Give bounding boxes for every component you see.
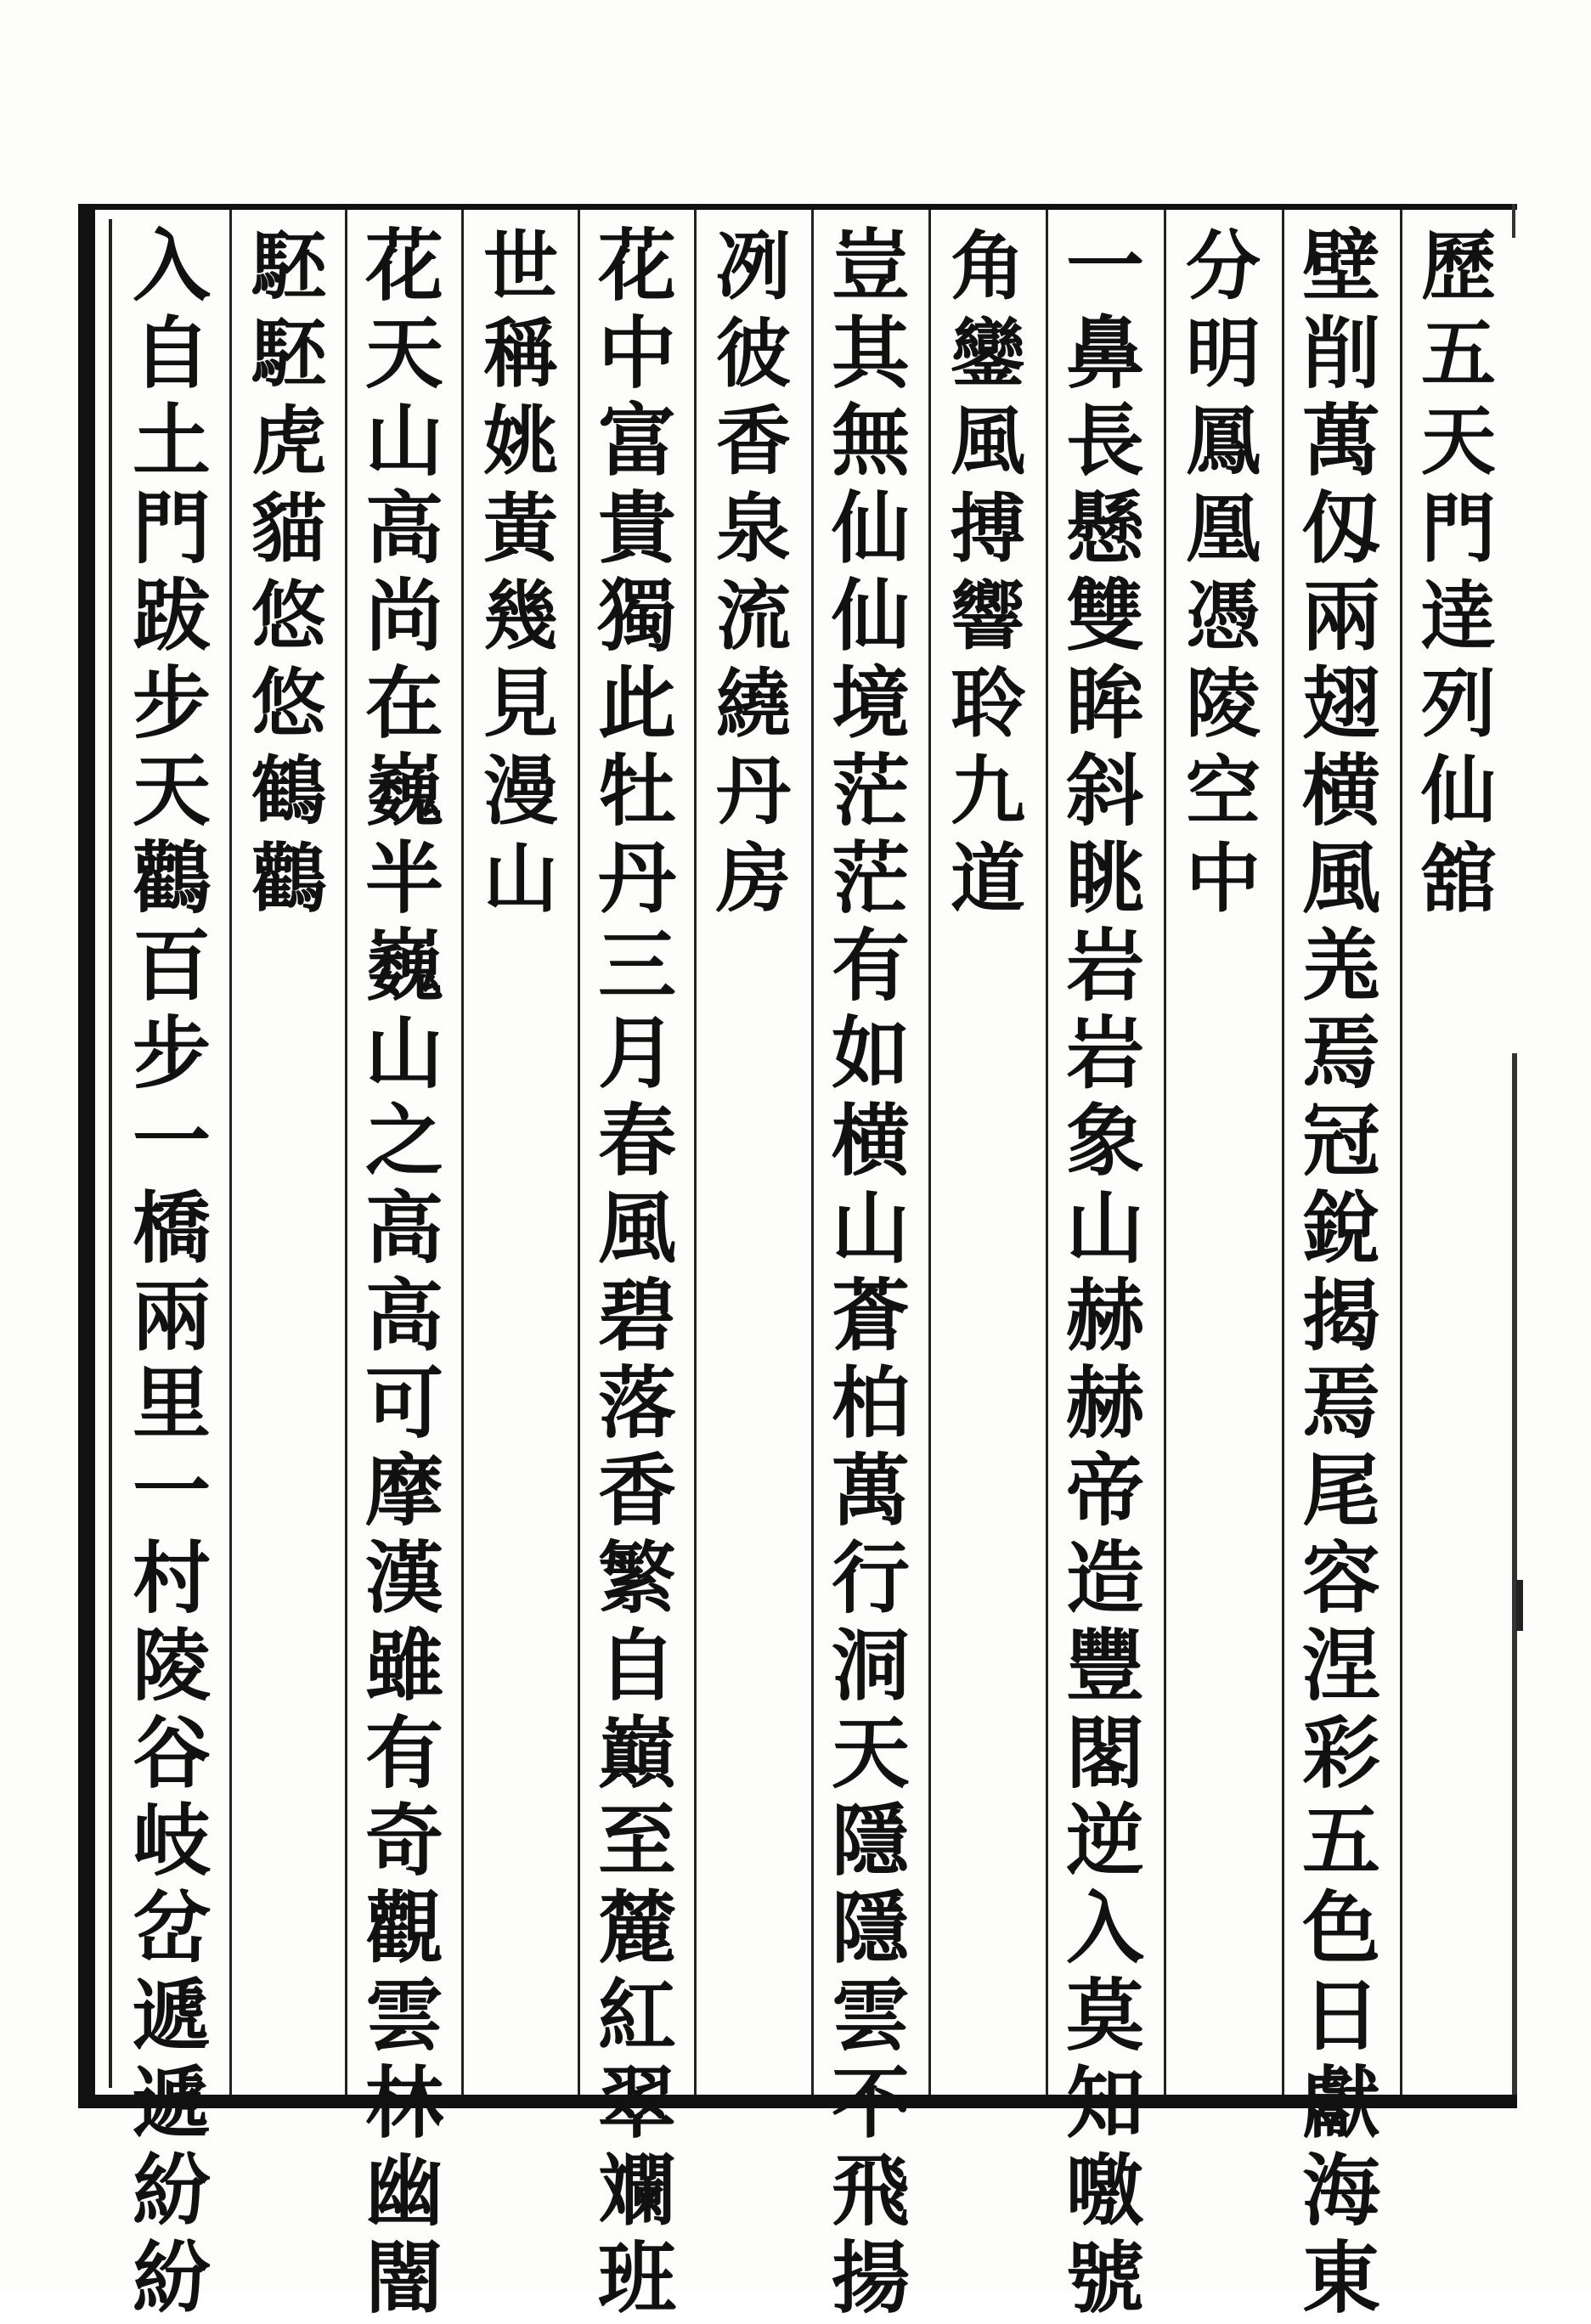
character: 横 (1301, 745, 1380, 837)
character: 仭 (1301, 482, 1380, 574)
character: 漫 (482, 747, 558, 835)
character: 九 (950, 747, 1025, 835)
character: 半 (364, 832, 443, 924)
border-right (1512, 1053, 1517, 2095)
ink-mark (1516, 1580, 1523, 1631)
character: 造 (1065, 1532, 1144, 1624)
character: 之 (364, 1095, 443, 1187)
character: 揭 (1301, 1270, 1380, 1362)
character: 無 (831, 395, 910, 487)
character: 斜 (1065, 745, 1144, 837)
character: 入 (132, 220, 211, 312)
character: 橋 (132, 1182, 211, 1274)
character: 丹 (715, 747, 791, 835)
character: 象 (1065, 1095, 1144, 1187)
character: 自 (597, 1620, 676, 1712)
character: 削 (1301, 307, 1380, 399)
character: 角 (950, 222, 1025, 310)
character: 噭 (1065, 2145, 1144, 2237)
character: 不 (831, 2057, 910, 2149)
text-column-1 (1402, 223, 1515, 922)
character: 搏 (950, 484, 1025, 573)
character: 泉 (715, 484, 791, 573)
character: 如 (831, 1007, 910, 1099)
character: 見 (482, 659, 558, 747)
character: 鸛 (132, 832, 211, 924)
character: 巍 (364, 745, 443, 837)
character: 岩 (1065, 920, 1144, 1012)
character: 獻 (1301, 2057, 1380, 2149)
character: 尾 (1301, 1445, 1380, 1537)
column-rule (578, 210, 580, 2095)
character: 觀 (364, 1882, 443, 1974)
character: 步 (132, 1007, 211, 1099)
text-column-5 (932, 223, 1044, 922)
character: 兩 (132, 1270, 211, 1362)
character: 五 (1420, 309, 1496, 398)
character: 巍 (364, 920, 443, 1012)
character: 摩 (364, 1445, 443, 1537)
character: 班 (597, 2232, 676, 2324)
character: 悠 (251, 659, 326, 747)
character: 天 (132, 745, 211, 837)
character: 繞 (715, 659, 791, 747)
character: 境 (831, 657, 910, 749)
character: 陵 (132, 1620, 211, 1712)
character: 林 (364, 2057, 443, 2149)
character: 雲 (364, 1970, 443, 2062)
column-rule (694, 210, 697, 2095)
character: 高 (364, 482, 443, 574)
column-rule (811, 210, 814, 2095)
text-column-7 (697, 223, 810, 922)
character: 海 (1301, 2145, 1380, 2237)
character: 逆 (1065, 1795, 1144, 1887)
character: 繁 (597, 1532, 676, 1624)
character: 貓 (251, 484, 326, 573)
character: 柏 (831, 1357, 910, 1449)
character: 鸛 (251, 834, 326, 922)
character: 彼 (715, 309, 791, 398)
text-column-9 (465, 223, 577, 922)
character: 花 (597, 220, 676, 312)
character: 遞 (132, 1970, 211, 2062)
character: 春 (597, 1095, 676, 1187)
character: 一 (132, 1445, 211, 1537)
character: 東 (1301, 2232, 1380, 2324)
character: 冽 (715, 222, 791, 310)
character: 姚 (482, 397, 558, 485)
character: 鼻 (1065, 307, 1144, 399)
text-column-11 (233, 223, 345, 922)
character: 凰 (1185, 484, 1261, 573)
character: 富 (597, 395, 676, 487)
column-rule (1046, 210, 1048, 2095)
character: 天 (831, 1707, 910, 1799)
character: 高 (364, 1182, 443, 1274)
character: 帝 (1065, 1445, 1144, 1537)
character: 焉 (1301, 1357, 1380, 1449)
character: 風 (1301, 832, 1380, 924)
text-column-2 (1285, 220, 1397, 2324)
character: 彩 (1301, 1707, 1380, 1799)
border-left-inner (109, 219, 112, 2088)
character: 鶴 (251, 747, 326, 835)
character: 閣 (1065, 1707, 1144, 1799)
character: 巔 (597, 1707, 676, 1799)
character: 闇 (364, 2232, 443, 2324)
character: 隱 (831, 1882, 910, 1974)
character: 在 (364, 657, 443, 749)
character: 牡 (597, 745, 676, 837)
character: 眸 (1065, 657, 1144, 749)
character: 焉 (1301, 1007, 1380, 1099)
column-rule (1164, 210, 1166, 2095)
character: 山 (1065, 1182, 1144, 1274)
character: 憑 (1185, 572, 1261, 660)
character: 蒼 (831, 1270, 910, 1362)
character: 仙 (831, 482, 910, 574)
character: 紛 (132, 2232, 211, 2324)
character: 風 (597, 1182, 676, 1274)
character: 雙 (1065, 570, 1144, 662)
character: 駓 (251, 222, 326, 310)
character: 知 (1065, 2057, 1144, 2149)
character: 駓 (251, 309, 326, 398)
character: 色 (1301, 1882, 1380, 1974)
character: 土 (132, 395, 211, 487)
character: 陵 (1185, 659, 1261, 747)
character: 谷 (132, 1707, 211, 1799)
character: 落 (597, 1357, 676, 1449)
character: 此 (597, 657, 676, 749)
text-column-10 (348, 220, 460, 2324)
character: 山 (482, 834, 558, 922)
text-column-12 (116, 220, 228, 2324)
character: 香 (715, 397, 791, 485)
character: 步 (132, 657, 211, 749)
character: 丹 (597, 832, 676, 924)
character: 雖 (364, 1620, 443, 1712)
column-rule (345, 210, 347, 2095)
character: 稱 (482, 309, 558, 398)
character: 漢 (364, 1532, 443, 1624)
character: 天 (364, 307, 443, 399)
character: 虎 (251, 397, 326, 485)
border-left (78, 204, 95, 2108)
character: 明 (1185, 309, 1261, 398)
character: 行 (831, 1532, 910, 1624)
column-rule (1282, 210, 1284, 2095)
character: 村 (132, 1532, 211, 1624)
text-column-3 (1167, 223, 1279, 922)
character: 道 (950, 834, 1025, 922)
character: 世 (482, 222, 558, 310)
character: 赫 (1065, 1270, 1144, 1362)
character: 一 (132, 1095, 211, 1187)
character: 山 (831, 1182, 910, 1274)
character: 岔 (132, 1882, 211, 1974)
character: 天 (1420, 397, 1496, 485)
character: 兩 (1301, 570, 1380, 662)
character: 花 (364, 220, 443, 312)
character: 懸 (1065, 482, 1144, 574)
character: 列 (1420, 659, 1496, 747)
character: 分 (1185, 222, 1261, 310)
character: 獨 (597, 570, 676, 662)
character: 眺 (1065, 832, 1144, 924)
character: 有 (364, 1707, 443, 1799)
character: 茫 (831, 745, 910, 837)
character: 豐 (1065, 1620, 1144, 1712)
character: 容 (1301, 1532, 1380, 1624)
character: 里 (132, 1357, 211, 1449)
character: 幾 (482, 572, 558, 660)
character: 碧 (597, 1270, 676, 1362)
character: 流 (715, 572, 791, 660)
text-column-8 (581, 220, 693, 2324)
character: 鑾 (950, 309, 1025, 398)
character: 日 (1301, 1970, 1380, 2062)
character: 翅 (1301, 657, 1380, 749)
character: 洞 (831, 1620, 910, 1712)
character: 中 (1185, 834, 1261, 922)
character: 冠 (1301, 1095, 1380, 1187)
character: 尚 (364, 570, 443, 662)
character: 麓 (597, 1882, 676, 1974)
character: 響 (950, 572, 1025, 660)
character: 一 (1065, 220, 1144, 312)
character: 中 (597, 307, 676, 399)
character: 隱 (831, 1795, 910, 1887)
character: 岩 (1065, 1007, 1144, 1099)
character: 仙 (831, 570, 910, 662)
character: 豈 (831, 220, 910, 312)
character: 鳳 (1185, 397, 1261, 485)
character: 斕 (597, 2145, 676, 2237)
character: 涅 (1301, 1620, 1380, 1712)
character: 高 (364, 1270, 443, 1362)
character: 有 (831, 920, 910, 1012)
character: 月 (597, 1007, 676, 1099)
character: 紛 (132, 2145, 211, 2237)
character: 其 (831, 307, 910, 399)
border-top (90, 204, 1517, 210)
character: 山 (364, 1007, 443, 1099)
character: 三 (597, 920, 676, 1012)
character: 自 (132, 307, 211, 399)
character: 横 (831, 1095, 910, 1187)
character: 茫 (831, 832, 910, 924)
column-rule (928, 210, 931, 2095)
character: 飛 (831, 2145, 910, 2237)
character: 遞 (132, 2057, 211, 2149)
character: 紅 (597, 1970, 676, 2062)
character: 歷 (1420, 222, 1496, 310)
character: 跋 (132, 570, 211, 662)
column-rule (461, 210, 464, 2095)
character: 風 (950, 397, 1025, 485)
character: 翠 (597, 2057, 676, 2149)
character: 奇 (364, 1795, 443, 1887)
character: 長 (1065, 395, 1144, 487)
character: 悠 (251, 572, 326, 660)
character: 仙 (1420, 747, 1496, 835)
character: 黃 (482, 484, 558, 573)
character: 號 (1065, 2232, 1144, 2324)
character: 萬 (831, 1445, 910, 1537)
character: 銳 (1301, 1182, 1380, 1274)
text-column-4 (1049, 220, 1161, 2324)
character: 入 (1065, 1882, 1144, 1974)
character: 門 (1420, 484, 1496, 573)
character: 舘 (1420, 834, 1496, 922)
character: 雲 (831, 1970, 910, 2062)
character: 莫 (1065, 1970, 1144, 2062)
character: 赫 (1065, 1357, 1144, 1449)
character: 萬 (1301, 395, 1380, 487)
character: 空 (1185, 747, 1261, 835)
character: 門 (132, 482, 211, 574)
character: 貴 (597, 482, 676, 574)
character: 山 (364, 395, 443, 487)
character: 可 (364, 1357, 443, 1449)
character: 岐 (132, 1795, 211, 1887)
character: 壁 (1301, 220, 1380, 312)
character: 幽 (364, 2145, 443, 2237)
character: 五 (1301, 1795, 1380, 1887)
character: 逹 (1420, 572, 1496, 660)
character: 百 (132, 920, 211, 1012)
column-rule (229, 210, 232, 2095)
character: 𦍑 (1301, 920, 1380, 1012)
character: 房 (715, 834, 791, 922)
character: 聆 (950, 659, 1025, 747)
text-column-6 (815, 220, 927, 2324)
character: 至 (597, 1795, 676, 1887)
character: 揚 (831, 2232, 910, 2324)
character: 香 (597, 1445, 676, 1537)
